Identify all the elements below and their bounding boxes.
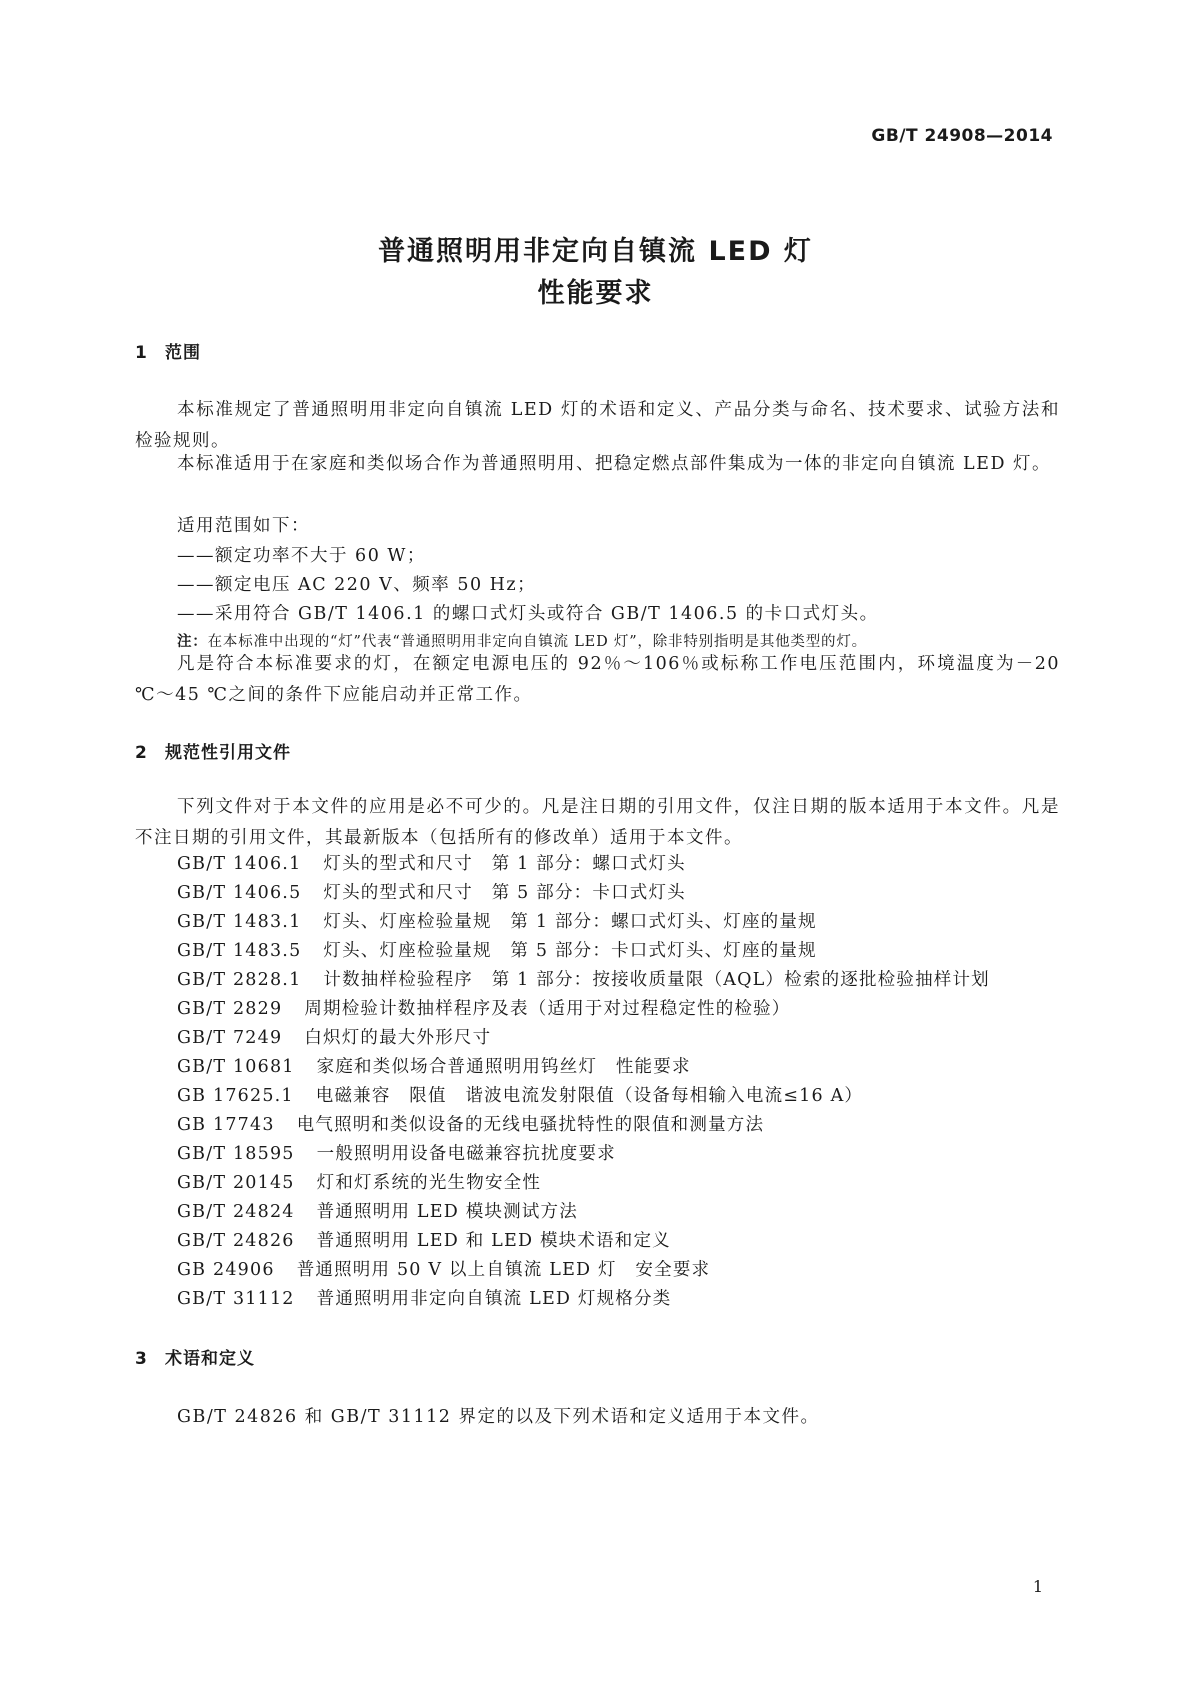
reference-item [177,850,686,875]
paragraph: 本标准适用于在家庭和类似场合作为普通照明用、把稳定燃点部件集成为一体的非定向自镇流 LED 灯。 [177,454,1052,474]
reference-code: GB/T 1483.1 [177,912,302,932]
reference-code: GB/T 20145 [177,1173,295,1193]
reference-title: 普通照明用 LED 和 LED 模块术语和定义 [316,1231,671,1251]
scope-intro: 适用范围如下： [177,516,310,536]
reference-item [177,1024,491,1049]
scope-item: ——额定功率不大于 60 W； [177,546,426,566]
reference-title: 电磁兼容 限值 谐波电流发射限值（设备每相输入电流≤16 A） [315,1086,864,1106]
reference-item [177,1169,541,1194]
reference-code: GB/T 1406.5 [177,883,302,903]
reference-code: GB/T 1483.5 [177,941,302,961]
reference-item [177,1285,671,1310]
reference-code: GB/T 2828.1 [177,970,302,990]
reference-code: GB/T 2829 [177,999,283,1019]
reference-title: 普通照明用 50 V 以上自镇流 LED 灯 安全要求 [296,1260,711,1280]
note [177,630,867,651]
reference-title: 普通照明用非定向自镇流 LED 灯规格分类 [316,1289,672,1309]
paragraph: 下列文件对于本文件的应用是必不可少的。凡是注日期的引用文件，仅注日期的版本适用于本文件。凡是不注日期的引用文件，其最新版本（包括所有的修改单）适用于本文件。 [135,797,1060,848]
reference-item [177,1111,764,1136]
reference-code: GB/T 18595 [177,1144,295,1164]
standard-number: GB/T 24908—2014 [871,126,1053,146]
document-title: 普通照明用非定向自镇流 LED 灯 [378,236,813,267]
reference-code: GB/T 7249 [177,1028,283,1048]
section-number: 1 [135,343,148,363]
reference-title: 灯头、灯座检验量规 第 1 部分：螺口式灯头、灯座的量规 [323,912,817,932]
reference-code: GB 17625.1 [177,1086,294,1106]
reference-code: GB/T 24826 [177,1231,295,1251]
paragraph: 凡是符合本标准要求的灯，在额定电源电压的 92％～106％或标称工作电压范围内，环境温度为－20 ℃～45 ℃之间的条件下应能启动并正常工作。 [135,654,1060,705]
reference-item [177,1256,710,1281]
reference-title: 灯头的型式和尺寸 第 1 部分：螺口式灯头 [323,854,686,874]
reference-title: 周期检验计数抽样程序及表（适用于对过程稳定性的检验） [304,999,791,1019]
reference-item [177,937,817,962]
reference-code: GB/T 10681 [177,1057,295,1077]
reference-title: 家庭和类似场合普通照明用钨丝灯 性能要求 [316,1057,691,1077]
page-number: 1 [1032,1577,1043,1596]
reference-title: 一般照明用设备电磁兼容抗扰度要求 [316,1144,616,1164]
reference-item [177,1227,671,1252]
document-subtitle: 性能要求 [537,278,654,309]
reference-code: GB 17743 [177,1115,275,1135]
section-number: 2 [135,743,148,763]
reference-code: GB/T 24824 [177,1202,295,1222]
reference-title: 灯头的型式和尺寸 第 5 部分：卡口式灯头 [323,883,686,903]
note-text: 在本标准中出现的“灯”代表“普通照明用非定向自镇流 LED 灯”，除非特别指明是其他类型的灯。 [207,634,867,650]
reference-code: GB/T 1406.1 [177,854,302,874]
section-number: 3 [135,1349,148,1369]
section-3-heading [135,1344,255,1369]
reference-title: 计数抽样检验程序 第 1 部分：按接收质量限（AQL）检索的逐批检验抽样计划 [323,970,990,990]
scope-item: ——额定电压 AC 220 V、频率 50 Hz； [177,575,537,595]
reference-code: GB 24906 [177,1260,275,1280]
reference-title: 灯头、灯座检验量规 第 5 部分：卡口式灯头、灯座的量规 [323,941,817,961]
paragraph: 本标准规定了普通照明用非定向自镇流 LED 灯的术语和定义、产品分类与命名、技术要求、试验方法和检验规则。 [135,400,1060,451]
reference-item [177,966,990,991]
reference-item [177,1140,616,1165]
section-1-heading [135,338,201,363]
reference-item [177,879,686,904]
reference-item [177,1198,578,1223]
reference-title: 普通照明用 LED 模块测试方法 [316,1202,578,1222]
reference-item [177,995,791,1020]
section-title: 术语和定义 [165,1349,255,1369]
section-title: 范围 [165,343,201,363]
section-title: 规范性引用文件 [165,743,291,763]
reference-item [177,1082,863,1107]
paragraph: GB/T 24826 和 GB/T 31112 界定的以及下列术语和定义适用于本文件。 [177,1407,820,1427]
section-2-heading [135,738,291,763]
reference-item [177,908,817,933]
note-label: 注： [177,634,208,650]
reference-title: 电气照明和类似设备的无线电骚扰特性的限值和测量方法 [296,1115,765,1135]
reference-title: 灯和灯系统的光生物安全性 [316,1173,542,1193]
reference-code: GB/T 31112 [177,1289,295,1309]
reference-title: 白炽灯的最大外形尺寸 [304,1028,492,1048]
reference-item [177,1053,691,1078]
scope-item: ——采用符合 GB/T 1406.1 的螺口式灯头或符合 GB/T 1406.5 的卡口式灯头。 [177,604,879,624]
